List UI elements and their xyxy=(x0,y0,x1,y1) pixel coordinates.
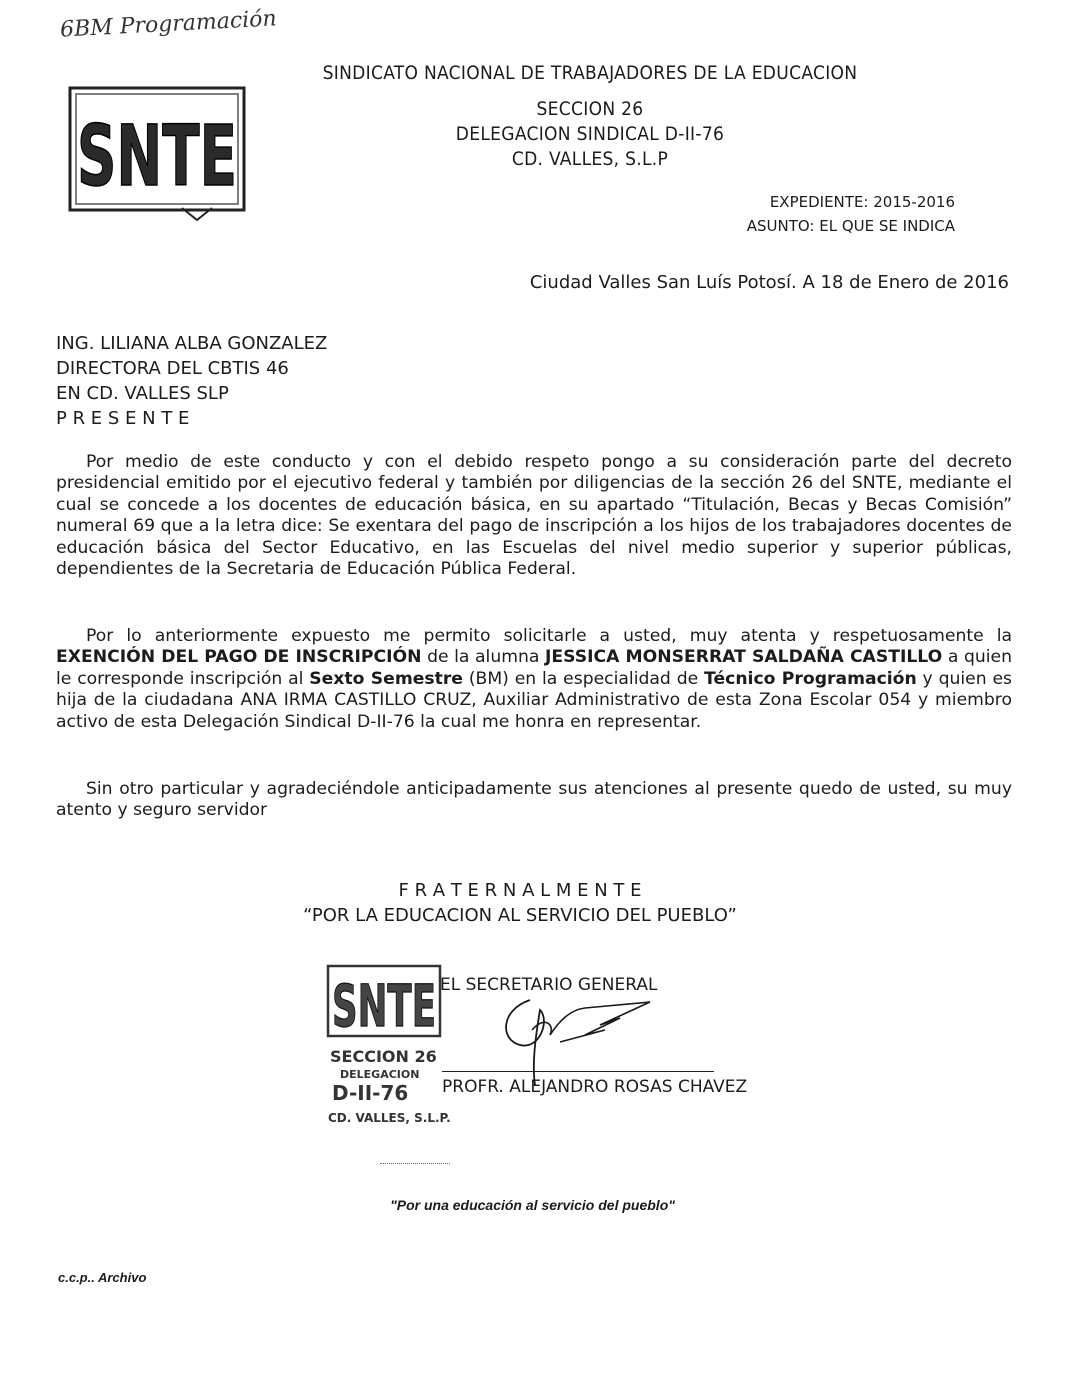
header-delegation: DELEGACION SINDICAL D-II-76 xyxy=(455,123,725,145)
stamp-city: CD. VALLES, S.L.P. xyxy=(328,1111,451,1125)
exemption-request: EXENCIÓN DEL PAGO DE INSCRIPCIÓN xyxy=(56,647,422,668)
svg-text:SNTE: SNTE xyxy=(77,107,237,205)
body-paragraph-2: Por lo anteriormente expuesto me permito solicitarle a usted, muy atenta y respetuosamente la EXENCIÓN DEL PAGO DE INSCRIPCIÓN de la alumna JESSICA MONSERRAT SALDAÑA CASTILLO a quien le corresponde inscripción al Sexto Semestre (BM) en la especialidad de Técnico Programación y quien es hija de la ciudadana ANA IRMA CASTILLO CRUZ, Auxiliar Administrativo de esta Zona Escolar 054 y miembro activo de esta Delegación Sindical D-II-76 la cual me honra en representar. xyxy=(56,626,1012,732)
recipient-location: EN CD. VALLES SLP xyxy=(56,383,229,404)
closing-fraternalmente: F R A T E R N A L M E N T E xyxy=(398,880,642,901)
recipient-name: ING. LILIANA ALBA GONZALEZ xyxy=(56,333,328,354)
header-section: SECCION 26 xyxy=(536,98,644,120)
stamp-delegacion: DELEGACION xyxy=(340,1068,420,1081)
footer-motto: "Por una educación al servicio del pueblo" xyxy=(390,1197,675,1213)
header-city: CD. VALLES, S.L.P xyxy=(511,148,669,170)
recipient-position: DIRECTORA DEL CBTIS 46 xyxy=(56,358,289,379)
expediente: EXPEDIENTE: 2015-2016 xyxy=(769,193,955,211)
header-union-name: SINDICATO NACIONAL DE TRABAJADORES DE LA EDUCACION xyxy=(322,62,858,84)
specialty: Técnico Programación xyxy=(704,668,917,689)
stamp-code: D-II-76 xyxy=(332,1081,409,1105)
stamp-logo: SNTE xyxy=(332,972,436,1040)
dotted-mark xyxy=(380,1163,450,1164)
signatory-name: PROFR. ALEJANDRO ROSAS CHAVEZ xyxy=(442,1077,748,1097)
recipient-presente: P R E S E N T E xyxy=(56,408,190,429)
handwritten-note: 6BM Programación xyxy=(59,6,278,43)
body-paragraph-3: Sin otro particular y agradeciéndole anticipadamente sus atenciones al presente quedo de usted, su muy atento y seguro servidor xyxy=(56,779,1012,821)
handwritten-signature xyxy=(490,980,660,1090)
place-date: Ciudad Valles San Luís Potosí. A 18 de Enero de 2016 xyxy=(529,272,1009,293)
snte-logo xyxy=(62,80,252,220)
stamp-seccion: SECCION 26 xyxy=(330,1047,437,1066)
ccp-archivo: c.c.p.. Archivo xyxy=(58,1270,147,1285)
closing-motto: “POR LA EDUCACION AL SERVICIO DEL PUEBLO” xyxy=(303,905,737,926)
asunto: ASUNTO: EL QUE SE INDICA xyxy=(746,217,955,235)
signature-title: EL SECRETARIO GENERAL xyxy=(440,975,658,995)
body-paragraph-1: Por medio de este conducto y con el debido respeto pongo a su consideración parte del decreto presidencial emitido por el ejecutivo federal y también por diligencias de la sección 26 del SNTE, mediante el cual se concede a los docentes de educación básica, en su apartado “Titulación, Becas y Becas Comisión” numeral 69 que a la letra dice: Se exentara del pago de inscripción a los hijos de los trabajadores docentes de educación básica del Sector Educativo, en las Escuelas del nivel medio superior y superior públicas, dependientes de la Secretaria de Educación Pública Federal. xyxy=(56,452,1012,580)
signature-line xyxy=(442,1071,714,1072)
student-name: JESSICA MONSERRAT SALDAÑA CASTILLO xyxy=(544,647,943,668)
semester: Sexto Semestre xyxy=(309,668,463,689)
